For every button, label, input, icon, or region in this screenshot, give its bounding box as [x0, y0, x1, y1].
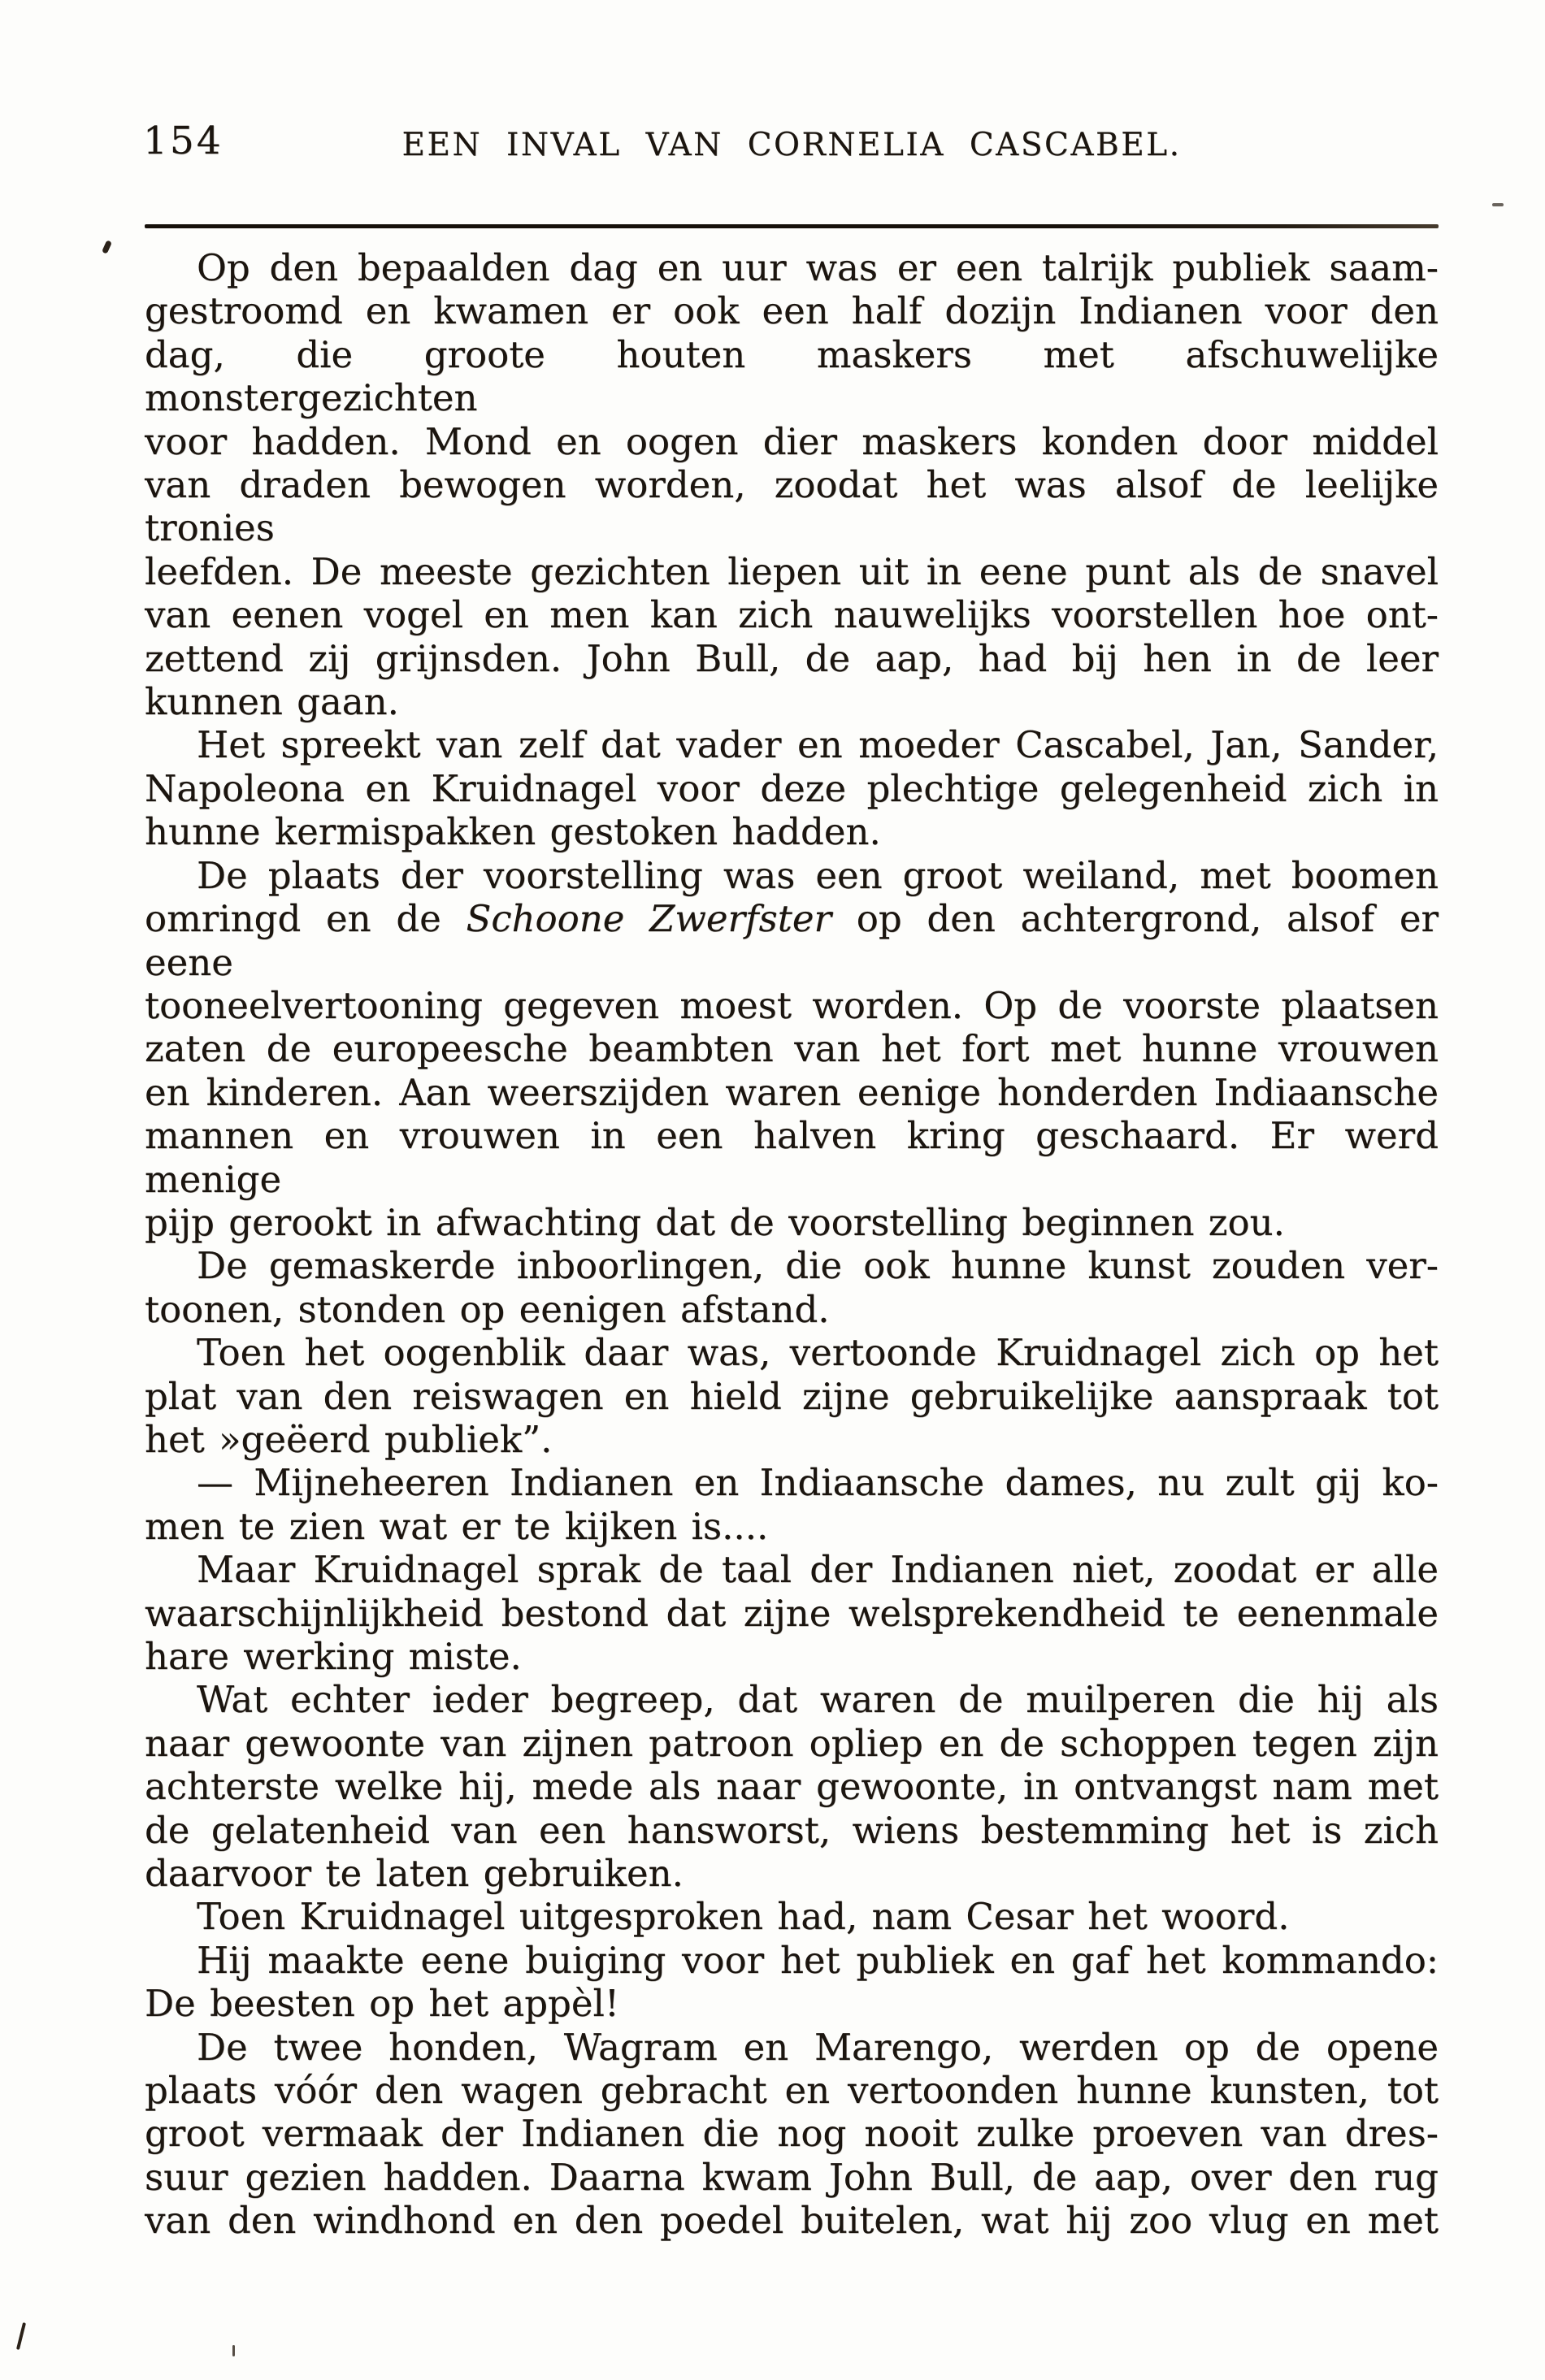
text-segment: voor hadden. Mond en oogen dier maskers konden door middel [145, 419, 1439, 463]
text-segment: Wat echter ieder begreep, dat waren de muilperen die hij als [197, 1678, 1439, 1722]
text-segment: zaten de europeesche beambten van het fort met hunne vrouwen [145, 1027, 1439, 1071]
text-line [145, 463, 1439, 550]
text-line [145, 1505, 1439, 1548]
text-segment: daarvoor te laten gebruiken. [145, 1852, 684, 1896]
text-segment: mannen en vrouwen in een halven kring geschaard. Er werd menige [145, 1114, 1439, 1201]
text-segment: leefden. De meeste gezichten liepen uit in eene punt als de snavel [145, 549, 1439, 593]
text-segment: — Mijneheeren Indianen en Indiaansche dames, nu zult gij ko- [197, 1461, 1439, 1505]
text-segment: Toen Kruidnagel uitgesproken had, nam Cesar het woord. [197, 1895, 1290, 1939]
text-line [145, 897, 1439, 984]
text-line [145, 1331, 1439, 1374]
text-segment: groot vermaak der Indianen die nog nooit zulke proeven van dres- [145, 2112, 1439, 2156]
text-line [145, 1071, 1439, 1114]
text-segment: van draden bewogen worden, zoodat het was alsof de leelijke tronies [145, 463, 1439, 550]
text-segment: Napoleona en Kruidnagel voor deze plechtige gelegenheid zich in [145, 766, 1439, 810]
text-line [145, 1678, 1439, 1721]
text-line [145, 1114, 1439, 1201]
text-segment: Maar Kruidnagel sprak de taal der Indianen niet, zoodat er alle [197, 1548, 1439, 1592]
text-line [145, 1375, 1439, 1418]
text-segment: zettend zij grijnsden. John Bull, de aap, had bij hen in de leer [145, 636, 1439, 680]
text-line [145, 289, 1439, 332]
text-line [145, 1201, 1439, 1244]
text-segment: suur gezien hadden. Daarna kwam John Bull, de aap, over den rug [145, 2155, 1439, 2199]
text-block [145, 246, 1439, 2243]
text-line [145, 420, 1439, 463]
text-line [145, 550, 1439, 593]
text-line [145, 1418, 1439, 1461]
scan-speck [1492, 203, 1504, 206]
text-segment: Hij maakte eene buiging voor het publiek en gaf het kommando: [197, 1938, 1439, 1982]
header-rule [145, 224, 1439, 228]
text-line [145, 2156, 1439, 2199]
text-segment: plaats vóór den wagen gebracht en vertoonden hunne kunsten, tot [145, 2069, 1439, 2113]
text-line [145, 723, 1439, 766]
text-line [145, 1288, 1439, 1331]
text-segment: naar gewoonte van zijnen patroon opliep en de schoppen tegen zijn [145, 1721, 1439, 1765]
text-line [145, 2069, 1439, 2112]
page-number: 154 [143, 119, 224, 163]
text-segment: de gelatenheid van een hansworst, wiens bestemming het is zich [145, 1808, 1439, 1852]
text-line [145, 333, 1439, 420]
text-line [145, 2199, 1439, 2242]
text-line [145, 810, 1439, 853]
text-line [145, 1244, 1439, 1287]
text-line [145, 1722, 1439, 1765]
text-segment: Op den bepaalden dag en uur was er een talrijk publiek saam- [197, 246, 1439, 289]
text-line [145, 854, 1439, 897]
text-segment: en kinderen. Aan weerszijden waren eenige honderden Indiaansche [145, 1070, 1439, 1114]
text-line [145, 1635, 1439, 1678]
text-segment: het »geëerd publiek”. [145, 1417, 553, 1461]
text-segment: toonen, stonden op eenigen afstand. [145, 1287, 830, 1331]
text-segment: tooneelvertooning gegeven moest worden. Op de voorste plaatsen [145, 983, 1439, 1027]
text-line [145, 1852, 1439, 1895]
text-segment: op den achtergrond, alsof er eene [145, 897, 1439, 984]
text-segment: pijp gerookt in afwachting dat de voorstelling beginnen zou. [145, 1200, 1285, 1244]
text-segment: Het spreekt van zelf dat vader en moeder Cascabel, Jan, Sander, [197, 723, 1439, 767]
text-line [145, 1809, 1439, 1852]
text-segment: gestroomd en kwamen er ook een half dozijn Indianen voor den [145, 289, 1439, 333]
text-line [145, 1895, 1439, 1938]
text-segment: kunnen gaan. [145, 680, 399, 724]
text-line [145, 680, 1439, 723]
text-line [145, 1592, 1439, 1635]
scan-speck [232, 2345, 235, 2356]
text-line [145, 1548, 1439, 1591]
text-line [145, 2112, 1439, 2155]
text-segment: De gemaskerde inboorlingen, die ook hunne kunst zouden ver- [197, 1244, 1439, 1288]
text-segment: dag, die groote houten maskers met afschuwelijke monstergezichten [145, 332, 1439, 420]
text-segment: men te zien wat er te kijken is.... [145, 1504, 769, 1548]
text-segment: De twee honden, Wagram en Marengo, werden op de opene [197, 2025, 1439, 2069]
text-line [145, 593, 1439, 636]
text-segment: van den windhond en den poedel buitelen, wat hij zoo vlug en met [145, 2199, 1439, 2243]
scan-speck [16, 2322, 26, 2350]
text-segment: van eenen vogel en men kan zich nauwelijks voorstellen hoe ont- [145, 593, 1439, 637]
text-line [145, 1765, 1439, 1808]
text-segment: hunne kermispakken gestoken hadden. [145, 810, 881, 854]
running-title: EEN INVAL VAN CORNELIA CASCABEL. [401, 127, 1182, 163]
text-segment: De beesten op het appèl! [145, 1982, 619, 2026]
text-segment: omringd en de [145, 897, 467, 941]
text-line [145, 1939, 1439, 1982]
text-line [145, 1027, 1439, 1070]
text-line [145, 1982, 1439, 2025]
text-line [145, 246, 1439, 289]
text-segment: De plaats der voorstelling was een groot weiland, met boomen [197, 853, 1439, 897]
text-segment: achterste welke hij, mede als naar gewoonte, in ontvangst nam met [145, 1765, 1439, 1809]
italic-text: Schoone Zwerfster [466, 897, 832, 941]
text-line [145, 1461, 1439, 1504]
scan-speck [102, 240, 112, 254]
text-segment: waarschijnlijkheid bestond dat zijne welsprekendheid te eenenmale [145, 1591, 1439, 1635]
text-line [145, 637, 1439, 680]
text-segment: Toen het oogenblik daar was, vertoonde Kruidnagel zich op het [197, 1331, 1439, 1375]
text-line [145, 2026, 1439, 2069]
text-line [145, 984, 1439, 1027]
text-line [145, 767, 1439, 810]
text-segment: hare werking miste. [145, 1635, 522, 1678]
text-segment: plat van den reiswagen en hield zijne gebruikelijke aanspraak tot [145, 1374, 1439, 1418]
